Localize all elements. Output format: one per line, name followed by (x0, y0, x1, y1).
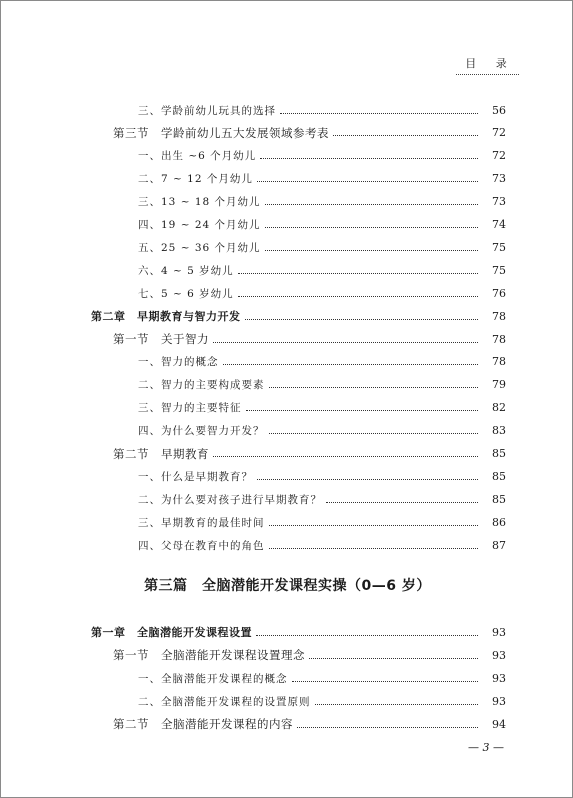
toc-entry-page-number: 79 (492, 378, 506, 392)
toc-entry-title: 四、为什么要智力开发？ (138, 425, 265, 438)
toc-entry-page-number: 93 (492, 694, 506, 708)
toc-entry-page-number: 85 (492, 447, 506, 460)
toc-entry[interactable] (1, 101, 506, 119)
dot-leader (269, 548, 479, 549)
dot-leader (260, 158, 478, 159)
header-dotted-rule (456, 74, 519, 75)
dot-leader (315, 704, 479, 705)
toc-entry[interactable] (1, 399, 506, 417)
toc-entry[interactable] (1, 445, 506, 463)
toc-entry-page-number: 85 (492, 469, 506, 483)
toc-entry-title: 第二章 早期教育与智力开发 (91, 310, 241, 324)
toc-entry[interactable] (1, 715, 506, 733)
dot-leader (333, 135, 478, 136)
toc-entry-page-number: 76 (492, 286, 506, 300)
toc-entry-page-number: 72 (492, 149, 506, 163)
dot-leader (269, 387, 479, 388)
toc-entry-title: 三、13 ~ 18 个月幼儿 (138, 196, 261, 209)
dot-leader (246, 410, 479, 411)
dot-leader (257, 479, 478, 480)
toc-entry-title: 第二节 早期教育 (113, 446, 209, 461)
toc-entry-page-number: 86 (492, 515, 506, 529)
toc-entry-title: 第二节 全脑潜能开发课程的内容 (113, 717, 293, 732)
toc-entry-title: 二、全脑潜能开发课程的设置原则 (138, 695, 311, 708)
dot-leader (297, 727, 478, 728)
toc-entry[interactable] (1, 376, 506, 394)
dot-leader (223, 364, 479, 365)
running-header-title: 目 录 (465, 57, 515, 70)
toc-entry[interactable] (1, 490, 506, 508)
toc-entry-title: 第一节 全脑潜能开发课程设置理念 (113, 648, 305, 663)
toc-entry-title: 四、父母在教育中的角色 (138, 539, 265, 552)
part-heading: 第三篇 全脑潜能开发课程实操（0—6 岁） (144, 578, 431, 594)
page-number-footer: — 3 — (468, 741, 504, 754)
toc-entry-title: 第一节 关于智力 (113, 332, 209, 346)
toc-entry-page-number: 74 (492, 218, 506, 231)
toc-entry-page-number: 75 (492, 263, 506, 277)
toc-entry[interactable] (1, 147, 506, 165)
toc-entry[interactable] (1, 513, 506, 531)
toc-entry[interactable] (1, 646, 506, 664)
toc-entry-page-number: 73 (492, 172, 506, 186)
toc-entry[interactable] (1, 124, 506, 142)
toc-entry-page-number: 72 (492, 126, 506, 140)
toc-entry-page-number: 94 (492, 717, 506, 731)
dot-leader (213, 456, 478, 457)
toc-entry-title: 三、智力的主要特征 (138, 402, 242, 415)
toc-entry[interactable] (1, 307, 506, 325)
toc-entry-page-number: 83 (492, 424, 506, 438)
toc-entry-title: 七、5 ~ 6 岁幼儿 (138, 287, 234, 300)
toc-entry-page-number: 78 (492, 309, 506, 323)
toc-entry[interactable] (1, 330, 506, 348)
toc-entry[interactable] (1, 536, 506, 554)
toc-entry-page-number: 93 (492, 671, 506, 685)
toc-entry-title: 第一章 全脑潜能开发课程设置 (91, 626, 252, 639)
toc-entry-title: 第三节 学龄前幼儿五大发展领域参考表 (113, 125, 329, 140)
dot-leader (280, 113, 478, 114)
dot-leader (269, 525, 479, 526)
dot-leader (265, 250, 478, 251)
toc-entry-title: 三、早期教育的最佳时间 (138, 516, 265, 529)
dot-leader (265, 204, 478, 205)
toc-entry-title: 二、智力的主要构成要素 (138, 379, 265, 392)
toc-entry[interactable] (1, 193, 506, 211)
toc-entry[interactable] (1, 422, 506, 440)
toc-entry[interactable] (1, 353, 506, 371)
dot-leader (269, 433, 479, 434)
toc-entry-page-number: 87 (492, 538, 506, 552)
toc-entry-page-number: 93 (492, 625, 506, 639)
dot-leader (309, 658, 478, 659)
toc-entry[interactable] (1, 669, 506, 687)
dot-leader (326, 502, 478, 503)
toc-entry-page-number: 75 (492, 240, 506, 254)
toc-entry-title: 三、学龄前幼儿玩具的选择 (138, 104, 276, 117)
toc-entry-title: 一、智力的概念 (138, 356, 219, 369)
dot-leader (257, 181, 478, 182)
dot-leader (292, 681, 479, 682)
toc-entry-title: 二、7 ~ 12 个月幼儿 (138, 173, 253, 186)
toc-entry-title: 一、全脑潜能开发课程的概念 (138, 672, 288, 685)
toc-entry[interactable] (1, 284, 506, 302)
toc-entry[interactable] (1, 170, 506, 188)
toc-entry-title: 五、25 ~ 36 个月幼儿 (138, 241, 261, 254)
toc-entry-page-number: 93 (492, 648, 506, 662)
toc-entry[interactable] (1, 692, 506, 710)
toc-entry-title: 一、出生 ~6 个月幼儿 (138, 150, 257, 163)
toc-entry-page-number: 56 (492, 103, 506, 117)
toc-entry-page-number: 78 (492, 355, 506, 369)
toc-entry-page-number: 78 (492, 332, 506, 346)
toc-entry[interactable] (1, 467, 506, 485)
dot-leader (265, 227, 478, 228)
dot-leader (256, 635, 478, 636)
toc-entry-page-number: 73 (492, 195, 506, 209)
toc-entry-title: 一、什么是早期教育？ (138, 470, 253, 483)
dot-leader (245, 319, 479, 320)
dot-leader (238, 296, 478, 297)
dot-leader (213, 342, 478, 343)
toc-entry[interactable] (1, 238, 506, 256)
toc-entry-title: 六、4 ~ 5 岁幼儿 (138, 264, 234, 277)
toc-entry-title: 二、为什么要对孩子进行早期教育？ (138, 493, 322, 506)
toc-entry[interactable] (1, 261, 506, 279)
toc-entry[interactable] (1, 216, 506, 234)
toc-entry-page-number: 85 (492, 492, 506, 506)
toc-entry-page-number: 82 (492, 401, 506, 415)
toc-entry-title: 四、19 ~ 24 个月幼儿 (138, 219, 261, 231)
dot-leader (238, 273, 478, 274)
toc-entry[interactable] (1, 623, 506, 641)
